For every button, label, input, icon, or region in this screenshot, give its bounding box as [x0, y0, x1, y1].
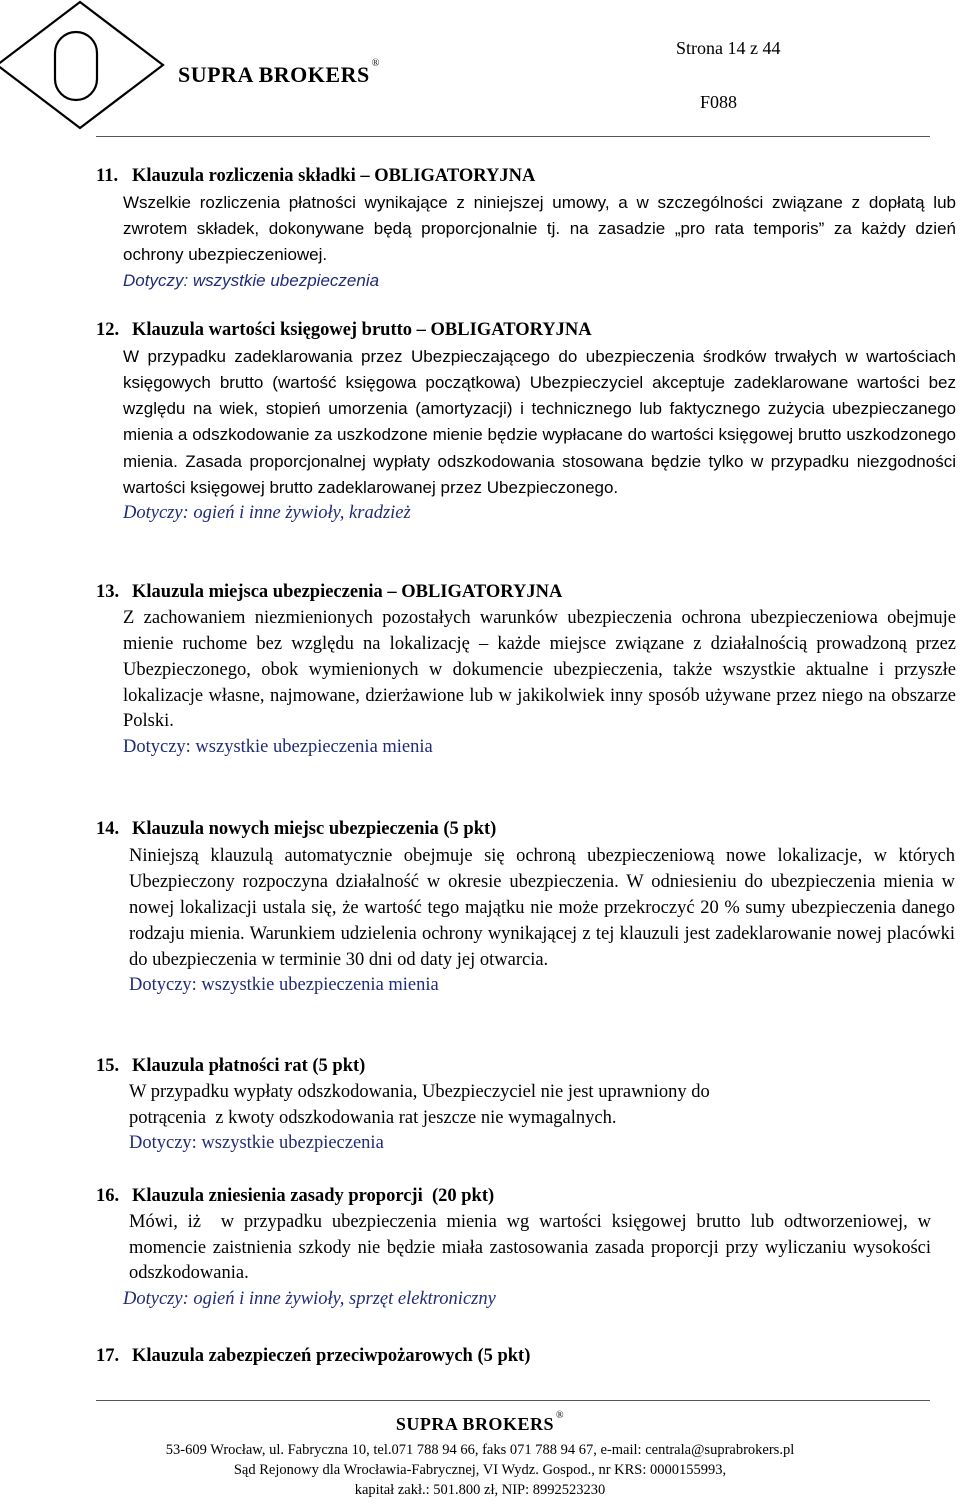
clause-12	[96, 318, 956, 527]
footer-brand: SUPRA BROKERS ®	[395, 1410, 565, 1434]
clause-title: 16. Klauzula zniesienia zasady proporcji (20 pkt)	[96, 1186, 495, 1206]
clause-15	[96, 1054, 710, 1157]
clause-title: 12. Klauzula wartości księgowej brutto – OBLIGATORYJNA	[96, 320, 592, 340]
clause-body: Niniejszą klauzulą automatycznie obejmuje się ochroną ubezpieczeniową nowe lokalizacje, w których Ubezpieczony rozpoczyna działalność w okresie ubezpieczenia. W odniesieniu do ubezpieczenia mienia w nowej lokalizacji ustala się, że wartość tego majątku nie może przekroczyć 20 % sumy ubezpieczenia danego rodzaju mienia. Warunkiem udzielenia ochrony wynikającej z tej klauzuli jest zadeklarowanie nowej placówki do ubezpieczenia w terminie 30 dni od daty jej otwarcia.	[129, 845, 955, 970]
header-brand: SUPRA BROKERS ®	[178, 58, 380, 87]
clause-14	[96, 817, 955, 999]
clause-body: Wszelkie rozliczenia płatności wynikające z niniejszej umowy, a w szczególności związane z dopłatą lub zwrotem składek, dokonywane będą proporcjonalnie tj. na zasadzie „pro rata temporis” za każdy dzień ochrony ubezpieczeniowej.	[123, 192, 956, 264]
clause-applies: Dotyczy: wszystkie ubezpieczenia	[123, 270, 380, 290]
clause-title: 15. Klauzula płatności rat (5 pkt)	[96, 1056, 366, 1076]
footer-address: 53-609 Wrocław, ul. Fabryczna 10, tel.071 788 94 66, faks 071 788 94 67, e-mail: centrala@suprabrokers.pl	[165, 1442, 795, 1458]
clause-applies: Dotyczy: ogień i inne żywioły, kradzież	[123, 503, 411, 524]
document-code: F088	[700, 92, 738, 112]
footer-registry: Sąd Rejonowy dla Wrocławia-Fabrycznej, VI Wydz. Gospod., nr KRS: 0000155993,	[233, 1462, 727, 1478]
clause-title: 13. Klauzula miejsca ubezpieczenia – OBLIGATORYJNA	[96, 582, 563, 602]
clause-applies: Dotyczy: wszystkie ubezpieczenia mienia	[123, 737, 433, 758]
clause-body: W przypadku zadeklarowania przez Ubezpieczającego do ubezpieczenia środków trwałych w wartościach księgowych brutto (wartość księgowa początkowa) Ubezpieczyciel akceptuje zadeklarowane wartości bez względu na wiek, stopień umorzenia (amortyzacji) i technicznego lub faktycznego zużycia ubezpieczanego mienia a odszkodowanie za uszkodzone mienie będzie wypłacane do wartości księgowej brutto uszkodzonego mienia. Zasada proporcjonalnej wypłaty odszkodowania stosowana będzie tylko w przypadku niezgodności wartości księgowej brutto zadeklarowanej przez Ubezpieczonego.	[123, 346, 956, 497]
footer-divider	[96, 1400, 930, 1401]
footer-capital: kapitał zakł.: 501.800 zł, NIP: 8992523230	[354, 1482, 606, 1498]
header-divider	[96, 136, 930, 137]
clause-applies: Dotyczy: ogień i inne żywioły, sprzęt elektroniczny	[123, 1289, 496, 1310]
clause-body: Mówi, iż w przypadku ubezpieczenia mienia wg wartości księgowej brutto lub odtworzeniowej, w momencie zaistnienia szkody nie będzie miała zastosowania zasada proporcji przy wyliczaniu wysokości odszkodowania.	[129, 1211, 936, 1284]
clause-body-line: potrącenia z kwoty odszkodowania rat jeszcze nie wymagalnych.	[129, 1107, 617, 1128]
clause-11	[96, 164, 956, 294]
clause-body-line: W przypadku wypłaty odszkodowania, Ubezpieczyciel nie jest uprawniony do	[129, 1081, 710, 1102]
clause-title: 17. Klauzula zabezpieczeń przeciwpożarowych (5 pkt)	[96, 1346, 531, 1366]
clause-16	[96, 1184, 936, 1313]
clause-applies: Dotyczy: wszystkie ubezpieczenia mienia	[129, 974, 439, 995]
page-number: Strona 14 z 44	[676, 38, 781, 58]
clause-applies: Dotyczy: wszystkie ubezpieczenia	[129, 1133, 384, 1154]
clause-body: Z zachowaniem niezmienionych pozostałych warunków ubezpieczenia ochrona ubezpieczeniowa obejmuje mienie ruchome bez względu na lokalizację – każde miejsce związane z działalnością prowadzoną przez Ubezpieczonego, obok wymienionych w dokumencie ubezpieczenia, także wszystkie aktualne i przyszłe lokalizacje własne, najmowane, dzierżawione lub w jakikolwiek inny sposób używane przez niego na obszarze Polski.	[123, 607, 956, 732]
clause-title: 11. Klauzula rozliczenia składki – OBLIGATORYJNA	[96, 166, 536, 186]
clause-17	[96, 1344, 530, 1370]
company-logo	[0, 0, 180, 130]
clause-title: 14. Klauzula nowych miejsc ubezpieczenia (5 pkt)	[96, 819, 497, 839]
clause-13	[96, 580, 956, 761]
